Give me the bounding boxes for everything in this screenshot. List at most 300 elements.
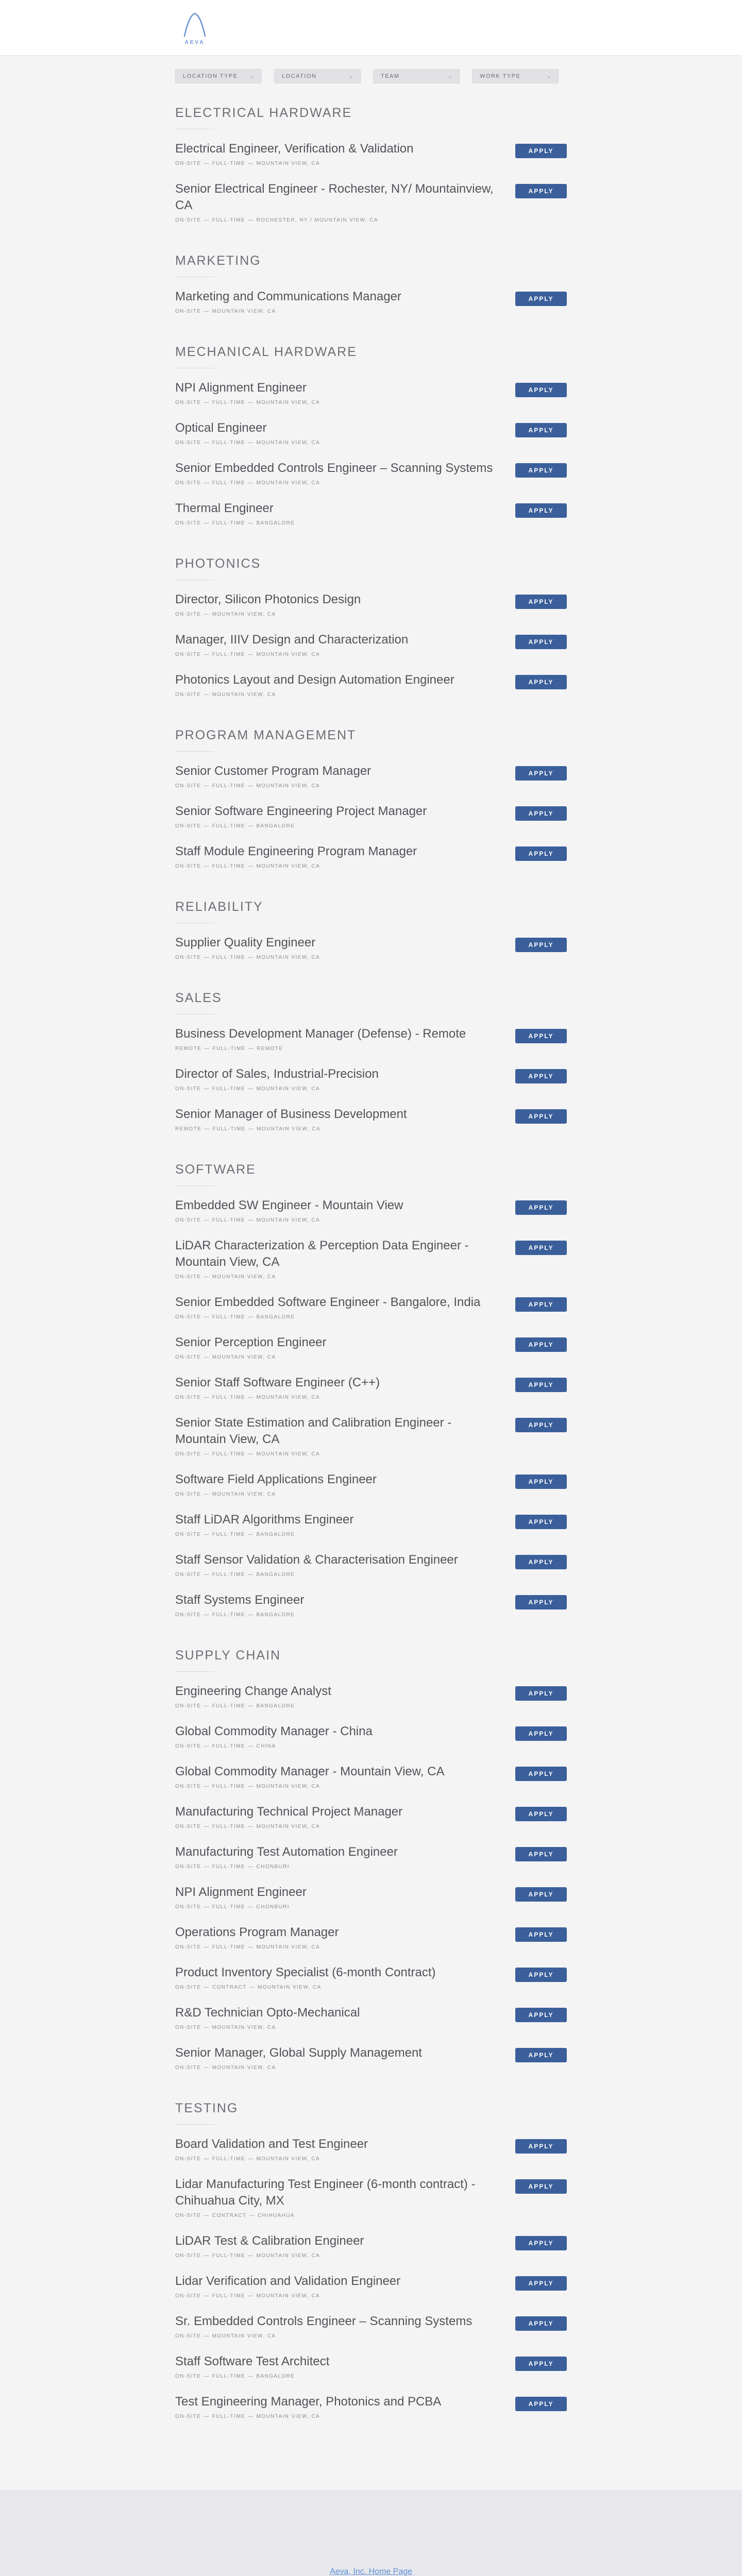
job-posting	[175, 1106, 567, 1133]
job-meta-item: ON-SITE	[175, 1743, 201, 1749]
job-title-link[interactable]: Senior Embedded Software Engineer - Bangalore, India	[175, 1295, 481, 1309]
job-title-link[interactable]: Senior Perception Engineer	[175, 1335, 327, 1349]
job-meta-item: ON-SITE	[175, 783, 201, 789]
logo-text: AEVA	[184, 40, 205, 45]
job-posting	[175, 1334, 567, 1361]
job-title-link[interactable]: Director, Silicon Photonics Design	[175, 592, 361, 606]
job-meta	[175, 2212, 505, 2219]
job-meta-item: — FULL-TIME	[201, 399, 245, 406]
job-meta-item: — MOUNTAIN VIEW, CA	[245, 160, 320, 167]
job-meta-item: — FULL-TIME	[201, 954, 245, 961]
group-title: PROGRAM MANAGEMENT	[175, 728, 357, 742]
job-meta-item: — MOUNTAIN VIEW, CA	[245, 651, 320, 658]
job-meta-item: — MOUNTAIN VIEW, CA	[245, 783, 320, 790]
job-meta-item: — CHINA	[245, 1743, 276, 1750]
job-posting	[175, 1804, 567, 1831]
job-meta-item: — MOUNTAIN VIEW, CA	[201, 2333, 276, 2340]
apply-button[interactable]: APPLY	[515, 2139, 567, 2154]
job-title-link[interactable]: Director of Sales, Industrial-Precision	[175, 1067, 379, 1081]
job-meta-item: ON-SITE	[175, 823, 201, 829]
filter-label: TEAM	[381, 73, 400, 79]
job-groups	[175, 105, 567, 2420]
apply-button[interactable]: APPLY	[515, 2179, 567, 2194]
job-posting	[175, 1415, 567, 1458]
apply-button[interactable]: APPLY	[515, 806, 567, 821]
job-meta-item: — MOUNTAIN VIEW, CA	[245, 399, 320, 406]
job-meta-item: — BANGALORE	[245, 2373, 295, 2380]
job-meta-item: ON-SITE	[175, 2333, 201, 2339]
job-meta-item: ON-SITE	[175, 1532, 201, 1537]
apply-button[interactable]: APPLY	[515, 2008, 567, 2022]
job-meta-item: ON-SITE	[175, 1572, 201, 1578]
job-posting	[175, 1471, 567, 1498]
job-meta-item: — MOUNTAIN VIEW, CA	[245, 863, 320, 870]
job-meta-item: ON-SITE	[175, 1944, 201, 1950]
job-meta-item: — MOUNTAIN VIEW, CA	[245, 1394, 320, 1401]
job-title-link[interactable]: Senior Manager, Global Supply Management	[175, 2046, 422, 2060]
apply-button[interactable]: APPLY	[515, 1475, 567, 1489]
apply-button[interactable]: APPLY	[515, 1200, 567, 1215]
job-meta-item: ON-SITE	[175, 217, 201, 223]
job-posting	[175, 763, 567, 790]
job-meta-item: — FULL-TIME	[201, 2293, 245, 2300]
apply-button[interactable]: APPLY	[515, 1241, 567, 1255]
job-meta	[175, 2064, 505, 2072]
job-meta-item: — BANGALORE	[245, 520, 295, 527]
job-meta-item: — MOUNTAIN VIEW, CA	[245, 2293, 320, 2300]
job-meta	[175, 2333, 505, 2340]
job-meta-item: ON-SITE	[175, 1354, 201, 1360]
job-meta-item: — FULL-TIME	[201, 1086, 245, 1093]
job-meta-item: — MOUNTAIN VIEW, CA	[245, 2156, 320, 2163]
job-title-link[interactable]: Board Validation and Test Engineer	[175, 2137, 368, 2151]
job-meta-item: ON-SITE	[175, 2374, 201, 2379]
job-meta-item: ON-SITE	[175, 1985, 201, 1990]
job-group	[175, 2100, 567, 2420]
job-posting	[175, 591, 567, 618]
job-title-link[interactable]: Staff Software Test Architect	[175, 2354, 330, 2368]
job-title-link[interactable]: NPI Alignment Engineer	[175, 381, 307, 395]
job-meta-item: — FULL-TIME	[201, 439, 245, 447]
job-meta-item: — FULL-TIME	[201, 1612, 245, 1619]
job-meta-item: — FULL-TIME	[201, 2156, 245, 2163]
apply-button[interactable]: APPLY	[515, 1297, 567, 1312]
job-meta-item: — BANGALORE	[245, 1612, 295, 1619]
job-meta-item: ON-SITE	[175, 2156, 201, 2162]
group-title: TESTING	[175, 2101, 239, 2115]
job-meta-item: — MOUNTAIN VIEW, CA	[245, 1944, 320, 1951]
job-meta	[175, 651, 505, 658]
job-meta	[175, 308, 505, 315]
job-title-link[interactable]: Senior State Estimation and Calibration Engineer - Mountain View, CA	[175, 1416, 452, 1446]
job-meta-item: — BANGALORE	[245, 1314, 295, 1321]
footer	[0, 2490, 742, 2576]
job-meta-item: — FULL-TIME	[201, 1045, 246, 1053]
job-meta-item: — FULL-TIME	[201, 1944, 245, 1951]
job-meta-item: — FULL-TIME	[201, 1863, 245, 1871]
job-meta-item: ON-SITE	[175, 955, 201, 960]
job-meta-item: — MOUNTAIN VIEW, CA	[201, 1354, 276, 1361]
job-meta-item: ON-SITE	[175, 161, 201, 166]
job-title-link[interactable]: Senior Staff Software Engineer (C++)	[175, 1376, 380, 1389]
job-meta-item: ON-SITE	[175, 520, 201, 526]
job-posting	[175, 1238, 567, 1281]
job-title-link[interactable]: Software Field Applications Engineer	[175, 1472, 377, 1486]
job-meta-item: — MOUNTAIN VIEW, CA	[201, 1491, 276, 1498]
job-posting	[175, 1375, 567, 1401]
job-meta-item: — MOUNTAIN VIEW, CA	[201, 2064, 276, 2072]
job-meta	[175, 2156, 505, 2163]
apply-button[interactable]: APPLY	[515, 1109, 567, 1124]
job-meta-item: — FULL-TIME	[201, 1394, 245, 1401]
job-meta	[175, 611, 505, 618]
job-posting	[175, 1552, 567, 1579]
apply-button[interactable]: APPLY	[515, 1595, 567, 1609]
job-posting	[175, 1294, 567, 1321]
group-title: PHOTONICS	[175, 556, 261, 571]
filter-bar	[175, 69, 567, 83]
job-meta	[175, 217, 505, 224]
job-posting	[175, 420, 567, 447]
job-posting	[175, 1592, 567, 1619]
job-title-link[interactable]: Senior Embedded Controls Engineer – Scanning Systems	[175, 461, 493, 475]
job-meta-item: — FULL-TIME	[201, 480, 245, 487]
apply-button[interactable]: APPLY	[515, 144, 567, 158]
job-group	[175, 253, 567, 315]
group-title: MECHANICAL HARDWARE	[175, 345, 357, 359]
apply-button[interactable]: APPLY	[515, 1069, 567, 1083]
apply-button[interactable]: APPLY	[515, 2048, 567, 2062]
job-meta	[175, 439, 505, 447]
job-meta	[175, 1863, 505, 1871]
job-meta	[175, 1217, 505, 1224]
apply-button[interactable]: APPLY	[515, 1767, 567, 1781]
job-meta-item: — MOUNTAIN VIEW, CA	[201, 2024, 276, 2031]
job-posting	[175, 2313, 567, 2340]
apply-button[interactable]: APPLY	[515, 1418, 567, 1432]
job-title-link[interactable]: Global Commodity Manager - Mountain View, CA	[175, 1765, 445, 1778]
job-meta-item: — FULL-TIME	[201, 1904, 245, 1911]
job-meta-item: — MOUNTAIN VIEW, CA	[245, 1451, 320, 1458]
job-meta-item: ON-SITE	[175, 1492, 201, 1497]
apply-button[interactable]: APPLY	[515, 423, 567, 437]
job-title-link[interactable]: Supplier Quality Engineer	[175, 936, 316, 950]
job-meta-item: — CHONBURI	[245, 1904, 290, 1911]
job-title-link[interactable]: Staff Module Engineering Program Manager	[175, 844, 417, 858]
job-meta	[175, 1126, 505, 1133]
job-meta-item: ON-SITE	[175, 2253, 201, 2259]
job-meta	[175, 863, 505, 870]
job-title-link[interactable]: Senior Manager of Business Development	[175, 1107, 407, 1121]
filter-label: LOCATION TYPE	[183, 73, 238, 79]
job-meta-item: — MOUNTAIN VIEW, CA	[245, 954, 320, 961]
job-meta-item: ON-SITE	[175, 692, 201, 698]
job-meta-item: — FULL-TIME	[201, 1571, 245, 1579]
job-meta-item: ON-SITE	[175, 1086, 201, 1092]
job-meta	[175, 1531, 505, 1538]
job-posting	[175, 380, 567, 406]
job-title-link[interactable]: R&D Technician Opto-Mechanical	[175, 2006, 360, 2020]
job-posting	[175, 1512, 567, 1538]
job-title-link[interactable]: Senior Electrical Engineer - Rochester, NY/ Mountainview, CA	[175, 182, 494, 212]
job-meta-item: — FULL-TIME	[201, 1126, 246, 1133]
job-meta	[175, 1904, 505, 1911]
job-meta-item: — MOUNTAIN VIEW, CA	[245, 1086, 320, 1093]
apply-button[interactable]: APPLY	[515, 1378, 567, 1392]
apply-button[interactable]: APPLY	[515, 766, 567, 781]
job-posting	[175, 803, 567, 830]
job-meta-item: ON-SITE	[175, 1824, 201, 1829]
job-title-link[interactable]: Operations Program Manager	[175, 1925, 339, 1939]
job-title-link[interactable]: Photonics Layout and Design Automation Engineer	[175, 673, 454, 687]
job-posting	[175, 460, 567, 487]
aeva-logo-icon	[181, 11, 208, 37]
job-group	[175, 105, 567, 224]
job-title-link[interactable]: Global Commodity Manager - China	[175, 1724, 373, 1738]
job-posting	[175, 2353, 567, 2380]
group-title: SOFTWARE	[175, 1162, 256, 1177]
job-meta-item: ON-SITE	[175, 2293, 201, 2299]
apply-button[interactable]: APPLY	[515, 938, 567, 952]
apply-button[interactable]: APPLY	[515, 184, 567, 198]
apply-button[interactable]: APPLY	[515, 1515, 567, 1529]
job-meta-item: — FULL-TIME	[201, 1217, 245, 1224]
job-meta-item: ON-SITE	[175, 652, 201, 657]
apply-button[interactable]: APPLY	[515, 846, 567, 861]
job-meta-item: — FULL-TIME	[201, 783, 245, 790]
job-meta-item: — FULL-TIME	[201, 2373, 245, 2380]
chevron-down-icon: ⌄	[448, 73, 453, 79]
job-group	[175, 344, 567, 527]
job-group	[175, 1648, 567, 2072]
chevron-down-icon: ⌄	[547, 73, 552, 79]
job-title-link[interactable]: Lidar Verification and Validation Engineer	[175, 2274, 401, 2288]
job-meta	[175, 1354, 505, 1361]
apply-button[interactable]: APPLY	[515, 1968, 567, 1982]
apply-button[interactable]: APPLY	[515, 635, 567, 649]
job-title-link[interactable]: Optical Engineer	[175, 421, 267, 435]
job-meta	[175, 399, 505, 406]
job-meta-item: ON-SITE	[175, 863, 201, 869]
job-meta	[175, 1491, 505, 1498]
job-title-link[interactable]: Staff Sensor Validation & Characterisation Engineer	[175, 1553, 458, 1567]
apply-button[interactable]: APPLY	[515, 1337, 567, 1352]
job-meta-item: — MOUNTAIN VIEW, CA	[201, 611, 276, 618]
job-meta-item: — FULL-TIME	[201, 1314, 245, 1321]
apply-button[interactable]: APPLY	[515, 1847, 567, 1861]
apply-button[interactable]: APPLY	[515, 1029, 567, 1043]
job-title-link[interactable]: Manufacturing Test Automation Engineer	[175, 1845, 398, 1859]
job-posting	[175, 672, 567, 699]
job-meta-item: — MOUNTAIN VIEW, CA	[245, 2252, 320, 2260]
job-title-link[interactable]: NPI Alignment Engineer	[175, 1885, 307, 1899]
job-meta-item: — FULL-TIME	[201, 651, 245, 658]
job-title-link[interactable]: Business Development Manager (Defense) - Remote	[175, 1027, 466, 1041]
job-meta-item: — FULL-TIME	[201, 1531, 245, 1538]
apply-button[interactable]: APPLY	[515, 595, 567, 609]
job-title-link[interactable]: LiDAR Characterization & Perception Data Engineer - Mountain View, CA	[175, 1239, 469, 1269]
job-meta-item: ON-SITE	[175, 2213, 201, 2218]
job-meta	[175, 1783, 505, 1790]
filter-label: WORK TYPE	[480, 73, 521, 79]
job-meta-item: — CHIHUAHUA	[247, 2212, 295, 2219]
job-title-link[interactable]: Embedded SW Engineer - Mountain View	[175, 1198, 403, 1212]
filter-work-type[interactable]	[472, 69, 559, 83]
job-meta	[175, 1045, 505, 1053]
job-meta-item: — REMOTE	[246, 1045, 283, 1053]
job-meta-item: — MOUNTAIN VIEW, CA	[245, 1783, 320, 1790]
aeva-logo[interactable]	[181, 11, 212, 45]
job-meta-item: — FULL-TIME	[201, 863, 245, 870]
job-group	[175, 899, 567, 961]
apply-button[interactable]: APPLY	[515, 1807, 567, 1821]
job-meta-item: — FULL-TIME	[201, 2413, 245, 2420]
job-meta	[175, 480, 505, 487]
job-title-link[interactable]: Marketing and Communications Manager	[175, 290, 401, 303]
job-title-link[interactable]: Electrical Engineer, Verification & Validation	[175, 142, 414, 156]
apply-button[interactable]: APPLY	[515, 1927, 567, 1942]
job-meta-item: — MOUNTAIN VIEW, CA	[246, 1126, 321, 1133]
job-posting	[175, 289, 567, 315]
job-meta	[175, 691, 505, 699]
top-bar	[0, 0, 742, 56]
job-meta-item: — MOUNTAIN VIEW, CA	[245, 480, 320, 487]
job-meta	[175, 823, 505, 830]
job-posting	[175, 2045, 567, 2072]
apply-button[interactable]: APPLY	[515, 2397, 567, 2411]
job-meta-item: ON-SITE	[175, 1904, 201, 1910]
group-title: RELIABILITY	[175, 900, 263, 914]
apply-button[interactable]: APPLY	[515, 2316, 567, 2331]
job-meta-item: — MOUNTAIN VIEW, CA	[245, 439, 320, 447]
job-posting	[175, 1884, 567, 1911]
job-meta	[175, 1086, 505, 1093]
job-posting	[175, 181, 567, 224]
job-title-link[interactable]: Staff Systems Engineer	[175, 1593, 305, 1607]
job-meta-item: — MOUNTAIN VIEW, CA	[245, 2413, 320, 2420]
apply-button[interactable]: APPLY	[515, 383, 567, 397]
job-meta-item: ON-SITE	[175, 1451, 201, 1457]
job-group	[175, 1162, 567, 1619]
job-meta-item: — CONTRACT	[201, 1984, 246, 1991]
job-meta-item: — MOUNTAIN VIEW, CA	[201, 691, 276, 699]
job-posting	[175, 1844, 567, 1871]
job-title-link[interactable]: LiDAR Test & Calibration Engineer	[175, 2234, 364, 2248]
job-meta	[175, 160, 505, 167]
job-meta-item: ON-SITE	[175, 440, 201, 446]
job-meta-item: ON-SITE	[175, 1274, 201, 1280]
apply-button[interactable]: APPLY	[515, 1887, 567, 1902]
job-meta-item: — ROCHESTER, NY / MOUNTAIN VIEW, CA	[245, 217, 378, 224]
job-title-link[interactable]: Manufacturing Technical Project Manager	[175, 1805, 403, 1819]
filter-location[interactable]	[274, 69, 361, 83]
job-meta	[175, 954, 505, 961]
job-posting	[175, 141, 567, 167]
filter-label: LOCATION	[282, 73, 317, 79]
job-posting	[175, 2136, 567, 2163]
job-title-link[interactable]: Thermal Engineer	[175, 501, 274, 515]
job-meta	[175, 1743, 505, 1750]
job-title-link[interactable]: Staff LiDAR Algorithms Engineer	[175, 1513, 354, 1527]
job-title-link[interactable]: Lidar Manufacturing Test Engineer (6-month contract) - Chihuahua City, MX	[175, 2177, 476, 2208]
job-meta-item: REMOTE	[175, 1126, 202, 1132]
job-meta-item: ON-SITE	[175, 1864, 201, 1870]
job-meta	[175, 520, 505, 527]
job-meta-item: ON-SITE	[175, 612, 201, 617]
job-meta-item: ON-SITE	[175, 309, 201, 314]
job-title-link[interactable]: Product Inventory Specialist (6-month Contract)	[175, 1965, 436, 1979]
job-title-link[interactable]: Manager, IIIV Design and Characterization	[175, 633, 409, 647]
apply-button[interactable]: APPLY	[515, 292, 567, 306]
job-meta-item: REMOTE	[175, 1046, 202, 1052]
job-meta-item: — CONTRACT	[201, 2212, 246, 2219]
job-meta	[175, 1571, 505, 1579]
apply-button[interactable]: APPLY	[515, 2357, 567, 2371]
job-title-link[interactable]: Senior Software Engineering Project Manager	[175, 804, 427, 818]
job-posting	[175, 1723, 567, 1750]
job-group	[175, 990, 567, 1133]
apply-button[interactable]: APPLY	[515, 675, 567, 689]
apply-button[interactable]: APPLY	[515, 463, 567, 478]
job-meta	[175, 2024, 505, 2031]
job-listings	[175, 56, 567, 2490]
job-meta-item: — FULL-TIME	[201, 1743, 245, 1750]
job-posting	[175, 843, 567, 870]
chevron-down-icon: ⌄	[250, 73, 255, 79]
filter-team[interactable]	[373, 69, 460, 83]
job-posting	[175, 1924, 567, 1951]
job-meta-item: — MOUNTAIN VIEW, CA	[245, 1823, 320, 1831]
apply-button[interactable]: APPLY	[515, 2276, 567, 2291]
job-posting	[175, 2394, 567, 2420]
apply-button[interactable]: APPLY	[515, 1686, 567, 1701]
job-meta-item: ON-SITE	[175, 1703, 201, 1709]
group-divider	[175, 1185, 214, 1186]
job-posting	[175, 500, 567, 527]
job-meta	[175, 2252, 505, 2260]
apply-button[interactable]: APPLY	[515, 1726, 567, 1741]
group-divider	[175, 1671, 214, 1672]
apply-button[interactable]: APPLY	[515, 503, 567, 518]
job-meta-item: — BANGALORE	[245, 823, 295, 830]
job-meta-item: — MOUNTAIN VIEW, CA	[247, 1984, 322, 1991]
company-home-link[interactable]: Aeva, Inc. Home Page	[329, 2567, 413, 2576]
filter-location-type[interactable]	[175, 69, 262, 83]
job-group	[175, 727, 567, 870]
job-meta-item: — FULL-TIME	[201, 1783, 245, 1790]
job-meta-item: ON-SITE	[175, 2414, 201, 2419]
group-title: ELECTRICAL HARDWARE	[175, 106, 352, 120]
group-title: MARKETING	[175, 253, 261, 268]
job-title-link[interactable]: Engineering Change Analyst	[175, 1684, 331, 1698]
job-meta-item: — FULL-TIME	[201, 217, 245, 224]
job-meta-item: — FULL-TIME	[201, 1451, 245, 1458]
job-meta	[175, 2293, 505, 2300]
job-title-link[interactable]: Senior Customer Program Manager	[175, 764, 372, 778]
job-meta-item: — FULL-TIME	[201, 823, 245, 830]
apply-button[interactable]: APPLY	[515, 2236, 567, 2250]
job-meta	[175, 1703, 505, 1710]
job-meta	[175, 1451, 505, 1458]
job-meta	[175, 1274, 505, 1281]
job-meta-item: ON-SITE	[175, 400, 201, 405]
job-meta-item: — BANGALORE	[245, 1703, 295, 1710]
job-title-link[interactable]: Sr. Embedded Controls Engineer – Scanning Systems	[175, 2314, 473, 2328]
job-meta	[175, 1984, 505, 1991]
apply-button[interactable]: APPLY	[515, 1555, 567, 1569]
job-meta	[175, 783, 505, 790]
job-title-link[interactable]: Test Engineering Manager, Photonics and PCBA	[175, 2395, 442, 2409]
